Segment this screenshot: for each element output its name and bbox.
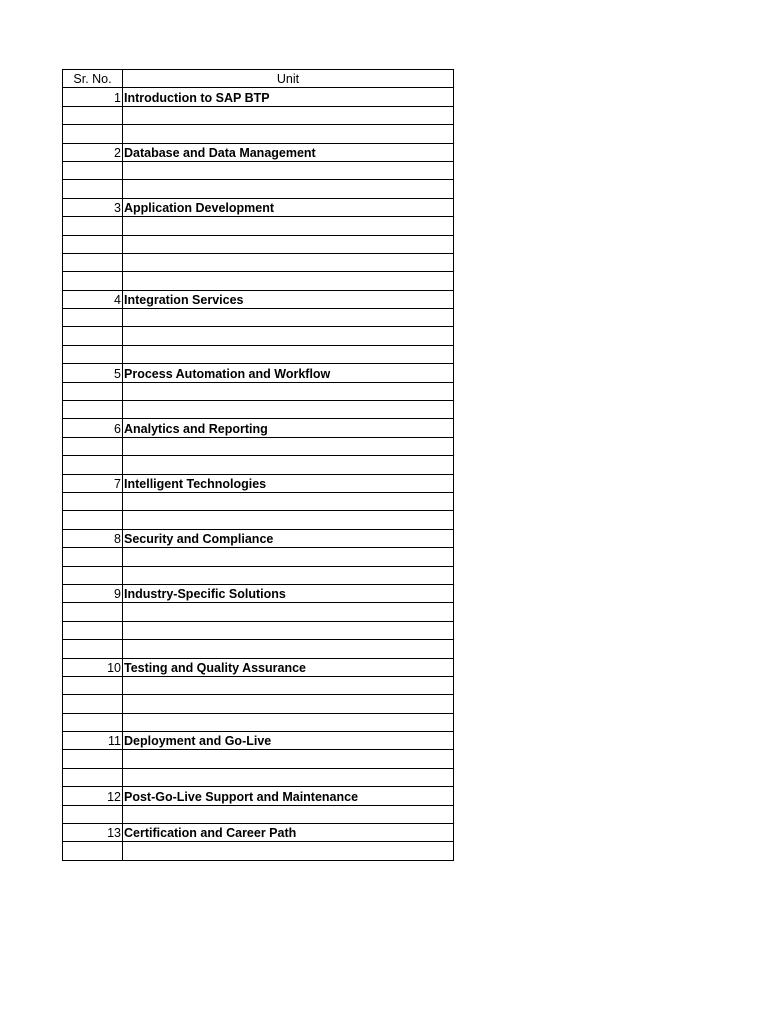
- unit-cell: [123, 161, 454, 179]
- table-row: [63, 750, 454, 768]
- table-row: [63, 474, 454, 492]
- unit-cell: [123, 805, 454, 823]
- table-row: [63, 621, 454, 639]
- table-row: [63, 161, 454, 179]
- unit-cell: Industry-Specific Solutions: [123, 584, 454, 602]
- srno-cell: [63, 566, 123, 584]
- srno-cell: [63, 603, 123, 621]
- unit-cell: Deployment and Go-Live: [123, 732, 454, 750]
- unit-cell: [123, 842, 454, 860]
- unit-cell: [123, 106, 454, 124]
- unit-cell: [123, 253, 454, 271]
- unit-cell: [123, 272, 454, 290]
- table-row: [63, 437, 454, 455]
- table-row: [63, 106, 454, 124]
- unit-cell: [123, 382, 454, 400]
- srno-cell: [63, 842, 123, 860]
- table-row: [63, 364, 454, 382]
- unit-cell: [123, 566, 454, 584]
- srno-cell: 4: [63, 290, 123, 308]
- unit-cell: Integration Services: [123, 290, 454, 308]
- unit-cell: [123, 125, 454, 143]
- unit-cell: [123, 511, 454, 529]
- unit-cell: Post-Go-Live Support and Maintenance: [123, 787, 454, 805]
- table-row: [63, 640, 454, 658]
- table-row: [63, 695, 454, 713]
- table-row: [63, 309, 454, 327]
- srno-cell: [63, 695, 123, 713]
- unit-cell: Application Development: [123, 198, 454, 216]
- srno-cell: [63, 548, 123, 566]
- table-row: [63, 143, 454, 161]
- srno-cell: [63, 492, 123, 510]
- unit-cell: [123, 750, 454, 768]
- srno-cell: 7: [63, 474, 123, 492]
- srno-cell: [63, 713, 123, 731]
- unit-cell: [123, 345, 454, 363]
- unit-cell: [123, 492, 454, 510]
- srno-cell: 3: [63, 198, 123, 216]
- table-row: [63, 253, 454, 271]
- srno-cell: 11: [63, 732, 123, 750]
- unit-cell: Analytics and Reporting: [123, 419, 454, 437]
- table-row: [63, 603, 454, 621]
- table-row: [63, 492, 454, 510]
- srno-cell: [63, 640, 123, 658]
- unit-cell: [123, 621, 454, 639]
- table-row: [63, 327, 454, 345]
- unit-cell: [123, 676, 454, 694]
- unit-cell: [123, 180, 454, 198]
- table-row: [63, 713, 454, 731]
- unit-cell: [123, 235, 454, 253]
- srno-cell: [63, 768, 123, 786]
- header-row: [63, 70, 454, 88]
- srno-cell: [63, 437, 123, 455]
- table-row: [63, 658, 454, 676]
- unit-cell: Introduction to SAP BTP: [123, 88, 454, 106]
- table-row: [63, 419, 454, 437]
- srno-cell: [63, 805, 123, 823]
- srno-cell: 6: [63, 419, 123, 437]
- units-table: [62, 69, 454, 861]
- table-body: [63, 88, 454, 860]
- srno-cell: [63, 382, 123, 400]
- unit-cell: [123, 327, 454, 345]
- srno-cell: [63, 272, 123, 290]
- table-row: [63, 345, 454, 363]
- srno-cell: [63, 676, 123, 694]
- srno-cell: [63, 456, 123, 474]
- srno-cell: [63, 106, 123, 124]
- unit-cell: [123, 217, 454, 235]
- unit-cell: [123, 456, 454, 474]
- unit-cell: [123, 713, 454, 731]
- srno-cell: [63, 217, 123, 235]
- table-row: [63, 272, 454, 290]
- unit-cell: [123, 603, 454, 621]
- srno-cell: 9: [63, 584, 123, 602]
- table-row: [63, 768, 454, 786]
- srno-cell: 2: [63, 143, 123, 161]
- table-row: [63, 198, 454, 216]
- unit-cell: [123, 309, 454, 327]
- table-row: [63, 566, 454, 584]
- srno-cell: 13: [63, 824, 123, 842]
- table-row: [63, 401, 454, 419]
- table-row: [63, 584, 454, 602]
- srno-cell: [63, 511, 123, 529]
- table-row: [63, 511, 454, 529]
- table-row: [63, 787, 454, 805]
- srno-cell: 1: [63, 88, 123, 106]
- unit-cell: Security and Compliance: [123, 529, 454, 547]
- srno-cell: 12: [63, 787, 123, 805]
- unit-cell: [123, 401, 454, 419]
- unit-cell: Certification and Career Path: [123, 824, 454, 842]
- unit-cell: Intelligent Technologies: [123, 474, 454, 492]
- table-row: [63, 382, 454, 400]
- table-row: [63, 235, 454, 253]
- table-row: [63, 676, 454, 694]
- srno-cell: [63, 327, 123, 345]
- table-row: [63, 805, 454, 823]
- header-unit: Unit: [123, 70, 454, 88]
- srno-cell: [63, 253, 123, 271]
- table-row: [63, 842, 454, 860]
- unit-cell: [123, 548, 454, 566]
- srno-cell: 10: [63, 658, 123, 676]
- header-srno: Sr. No.: [63, 70, 123, 88]
- srno-cell: [63, 621, 123, 639]
- srno-cell: [63, 309, 123, 327]
- table-row: [63, 180, 454, 198]
- unit-cell: Testing and Quality Assurance: [123, 658, 454, 676]
- table-row: [63, 732, 454, 750]
- table-row: [63, 88, 454, 106]
- unit-cell: Process Automation and Workflow: [123, 364, 454, 382]
- unit-cell: Database and Data Management: [123, 143, 454, 161]
- table-row: [63, 290, 454, 308]
- unit-cell: [123, 695, 454, 713]
- srno-cell: [63, 750, 123, 768]
- unit-cell: [123, 437, 454, 455]
- table-row: [63, 125, 454, 143]
- srno-cell: 8: [63, 529, 123, 547]
- srno-cell: [63, 125, 123, 143]
- srno-cell: 5: [63, 364, 123, 382]
- unit-cell: [123, 640, 454, 658]
- table-row: [63, 217, 454, 235]
- table-row: [63, 529, 454, 547]
- srno-cell: [63, 345, 123, 363]
- table-row: [63, 548, 454, 566]
- table-row: [63, 824, 454, 842]
- srno-cell: [63, 161, 123, 179]
- unit-cell: [123, 768, 454, 786]
- table-row: [63, 456, 454, 474]
- srno-cell: [63, 401, 123, 419]
- srno-cell: [63, 180, 123, 198]
- srno-cell: [63, 235, 123, 253]
